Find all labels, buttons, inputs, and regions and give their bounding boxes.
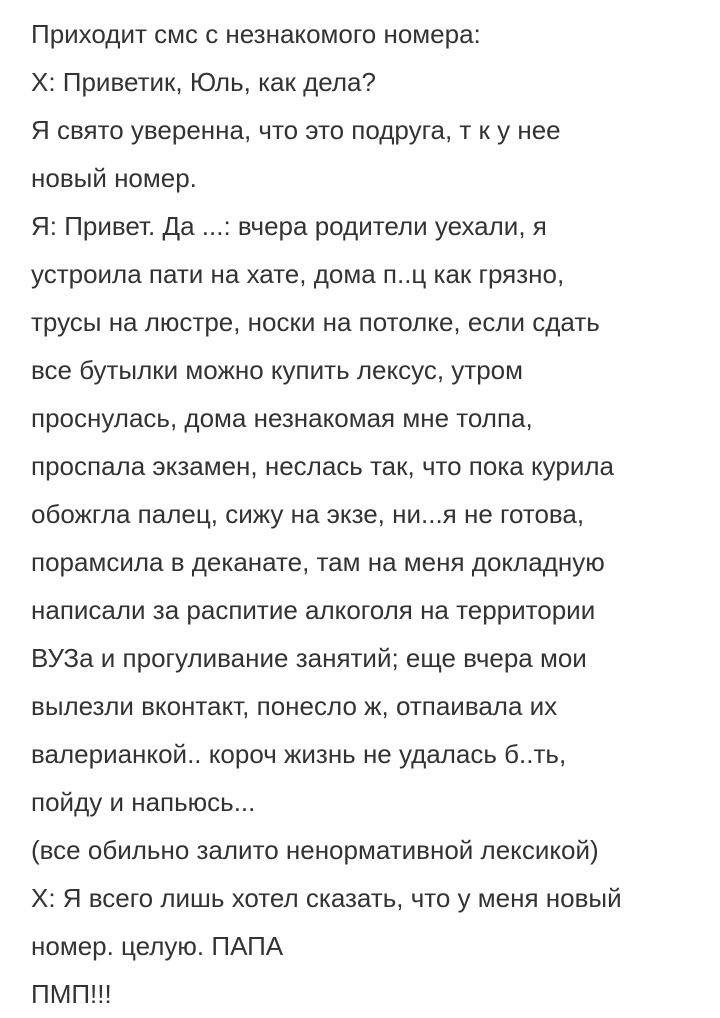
story-line: все бутылки можно купить лексус, утром <box>31 355 523 385</box>
story-line: новый номер. <box>31 163 197 193</box>
story-line: Х: Приветик, Юль, как дела? <box>31 67 376 97</box>
story-line: ПМП!!! <box>31 979 112 1009</box>
story-line: Приходит смс с незнакомого номера: <box>31 19 481 49</box>
story-line: обожгла палец, сижу на экзе, ни...я не готова, <box>31 499 585 529</box>
story-line: валерианкой.. короч жизнь не удалась б..ть, <box>31 739 567 769</box>
story-line: написали за распитие алкоголя на территории <box>31 595 596 625</box>
story-line: проснулась, дома незнакомая мне толпа, <box>31 403 533 433</box>
story-line: пойду и напьюсь... <box>31 787 256 817</box>
story-line: Я свято уверенна, что это подруга, т к у нее <box>31 115 561 145</box>
story-line: устроила пати на хате, дома п..ц как грязно, <box>31 259 565 289</box>
story-line: проспала экзамен, неслась так, что пока курила <box>31 451 614 481</box>
story-line: вылезли вконтакт, понесло ж, отпаивала их <box>31 691 558 721</box>
story-line: Х: Я всего лишь хотел сказать, что у меня новый <box>31 883 622 913</box>
story-line: (все обильно залито ненормативной лексикой) <box>31 835 599 865</box>
story-line: трусы на люстре, носки на потолке, если сдать <box>31 307 600 337</box>
story-line: ВУЗа и прогуливание занятий; еще вчера мои <box>31 643 587 673</box>
story-line: Я: Привет. Да ...: вчера родители уехали, я <box>31 211 547 241</box>
story-text <box>31 10 701 1018</box>
story-line: номер. целую. ПАПА <box>31 931 284 961</box>
story-line: порамсила в деканате, там на меня докладную <box>31 547 605 577</box>
